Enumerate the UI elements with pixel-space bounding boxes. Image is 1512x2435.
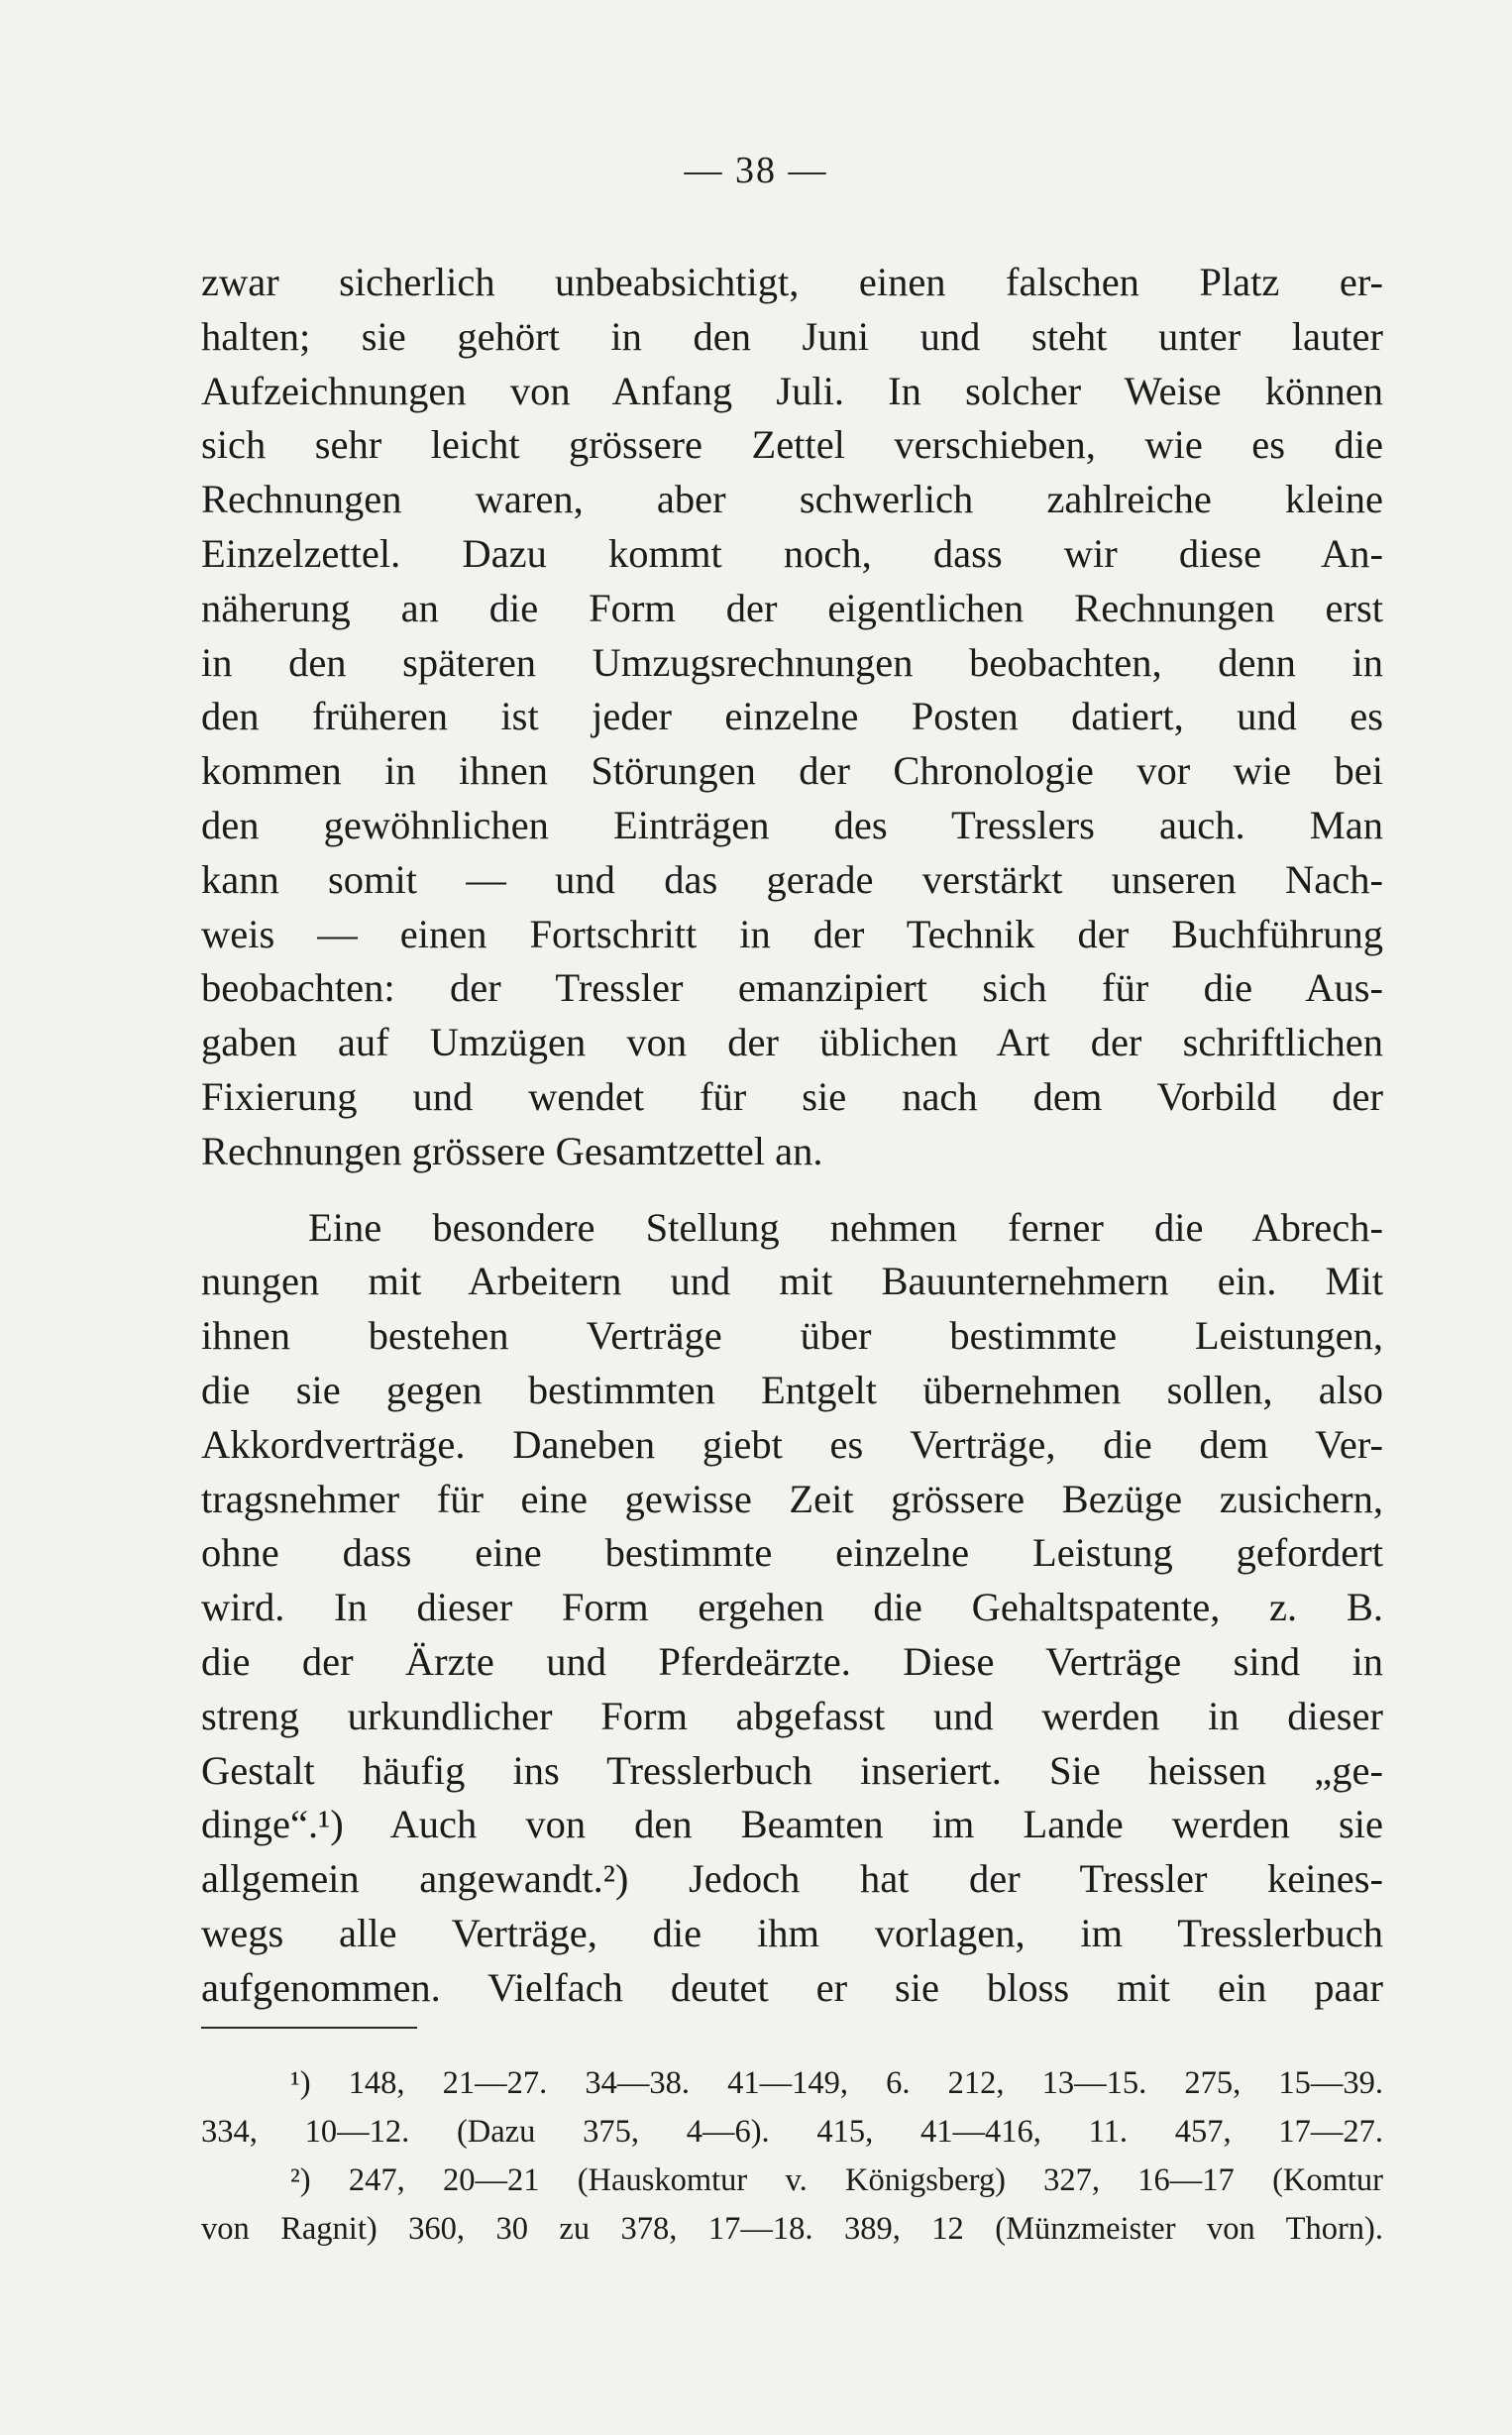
text-line: ihnen bestehen Verträge über bestimmte Leistungen, [201, 1313, 1383, 1359]
text-line: wird. In dieser Form ergehen die Gehaltspatente, z. B. [201, 1585, 1383, 1630]
text-line: zwar sicherlich unbeabsichtigt, einen falschen Platz er- [201, 260, 1383, 304]
text-line: streng urkundlicher Form abgefasst und werden in dieser [201, 1693, 1383, 1738]
text-line: Rechnungen waren, aber schwerlich zahlreiche kleine [201, 477, 1383, 522]
text-line: in den späteren Umzugsrechnungen beobachten, denn in [201, 639, 1383, 685]
text-line: allgemein angewandt.²) Jedoch hat der Tressler keines- [201, 1856, 1383, 1902]
text-line: Fixierung und wendet für sie nach dem Vorbild der [201, 1073, 1383, 1119]
text-line: halten; sie gehört in den Juni und steht unter lauter [201, 313, 1383, 359]
paragraph-gap [201, 1179, 1383, 1201]
text-line: den früheren ist jeder einzelne Posten datiert, und es [201, 694, 1383, 739]
text-line: den gewöhnlichen Einträgen des Tresslers auch. Man [201, 802, 1383, 847]
text-line: die der Ärzte und Pferdeärzte. Diese Verträge sind in [201, 1638, 1383, 1684]
paragraph-1 [201, 256, 1383, 1179]
text-line: gaben auf Umzügen von der üblichen Art der schriftlichen [201, 1020, 1383, 1065]
footnote-line: ²) 247, 20—21 (Hauskomtur v. Königsberg) 327, 16—17 (Komtur [290, 2162, 1383, 2198]
text-line: Eine besondere Stellung nehmen ferner die Abrech- [308, 1204, 1383, 1250]
text-line: weis — einen Fortschritt in der Technik der Buchführung [201, 911, 1383, 956]
footnote-divider [201, 2027, 417, 2029]
text-line: Einzelzettel. Dazu kommt noch, dass wir diese An- [201, 530, 1383, 576]
paragraph-2 [201, 1201, 1383, 2016]
text-line: wegs alle Verträge, die ihm vorlagen, im Tresslerbuch [201, 1910, 1383, 1955]
text-line: dinge“.¹) Auch von den Beamten im Lande werden sie [201, 1802, 1383, 1847]
text-line: aufgenommen. Vielfach deutet er sie bloss mit ein paar [201, 1964, 1383, 2010]
text-line: nungen mit Arbeitern und mit Bauunternehmern ein. Mit [201, 1259, 1383, 1304]
footnote-line: von Ragnit) 360, 30 zu 378, 17—18. 389, 12 (Münzmeister von Thorn). [201, 2211, 1383, 2247]
text-line: sich sehr leicht grössere Zettel verschieben, wie es die [201, 422, 1383, 468]
footnote-1 [201, 2059, 1383, 2157]
text-line: Aufzeichnungen von Anfang Juli. In solcher Weise können [201, 368, 1383, 413]
text-line: kann somit — und das gerade verstärkt unseren Nach- [201, 856, 1383, 902]
footnotes [201, 2059, 1383, 2254]
main-text [201, 256, 1383, 2016]
text-line: beobachten: der Tressler emanzipiert sich für die Aus- [201, 965, 1383, 1011]
text-line: tragsnehmer für eine gewisse Zeit grössere Bezüge zusichern, [201, 1476, 1383, 1521]
text-line: kommen in ihnen Störungen der Chronologie vor wie bei [201, 748, 1383, 794]
text-line: näherung an die Form der eigentlichen Rechnungen erst [201, 585, 1383, 630]
text-line: Akkordverträge. Daneben giebt es Verträge, die dem Ver- [201, 1421, 1383, 1467]
footnote-line: ¹) 148, 21—27. 34—38. 41—149, 6. 212, 13—15. 275, 15—39. [290, 2065, 1383, 2101]
footnote-line: 334, 10—12. (Dazu 375, 4—6). 415, 41—416, 11. 457, 17—27. [201, 2114, 1383, 2150]
text-line: Rechnungen grössere Gesamtzettel an. [201, 1128, 823, 1173]
text-line: Gestalt häufig ins Tresslerbuch inseriert. Sie heissen „ge- [201, 1747, 1383, 1793]
text-line: die sie gegen bestimmten Entgelt übernehmen sollen, also [201, 1367, 1383, 1412]
footnote-2 [201, 2157, 1383, 2254]
page-number: — 38 — [684, 150, 828, 191]
text-line: ohne dass eine bestimmte einzelne Leistung gefordert [201, 1530, 1383, 1576]
